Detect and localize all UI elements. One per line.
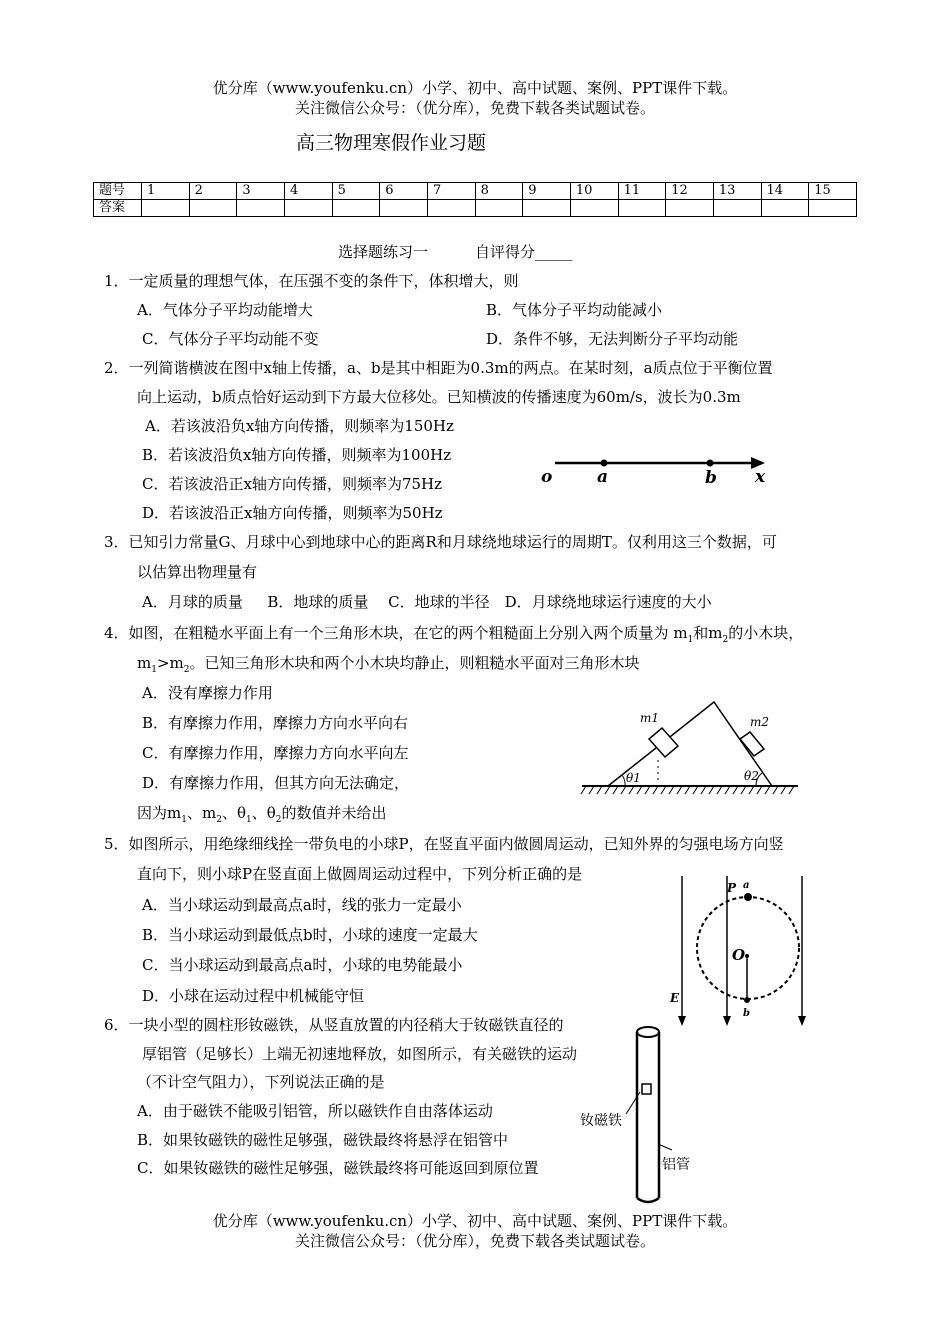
- q4-note-text: 的数值并未给出: [281, 804, 387, 822]
- q4-note-text: 因为m: [137, 804, 182, 822]
- q2-wave-axis-figure: [535, 447, 795, 487]
- q4-note: [137, 802, 386, 831]
- answer-cell[interactable]: [570, 200, 618, 217]
- label-theta2: θ2: [744, 769, 759, 783]
- q6-stem-line-1: 6．一块小型的圆柱形钕磁铁，从竖直放置的内径稍大于钕磁铁直径的: [104, 1016, 564, 1034]
- answer-cell[interactable]: [142, 200, 190, 217]
- q4-note-text: 、θ: [251, 804, 276, 822]
- section-title: 选择题练习一: [338, 243, 429, 261]
- subscript: 1: [151, 665, 157, 675]
- subscript: 2: [183, 665, 190, 675]
- question-number-cell: 12: [666, 183, 714, 200]
- answer-cell[interactable]: [332, 200, 380, 217]
- subscript: 1: [687, 635, 694, 645]
- magnet-block: [642, 1084, 651, 1094]
- question-number-cell: 2: [189, 183, 237, 200]
- q3-stem-line-2: 以估算出物理量有: [137, 563, 258, 581]
- answer-cell[interactable]: [523, 200, 571, 217]
- q4-note-text: 、m: [186, 804, 217, 822]
- label-m2: m2: [750, 715, 770, 729]
- q2-option-a: A．若该波沿负x轴方向传播，则频率为150Hz: [145, 417, 454, 435]
- q4-option-b: B．有摩擦力作用，摩擦力方向水平向右: [142, 714, 409, 732]
- q1-stem: 1．一定质量的理想气体，在压强不变的条件下，体积增大，则: [104, 272, 519, 290]
- answer-table: [93, 182, 857, 217]
- subscript: 2: [216, 815, 222, 825]
- label-E: E: [670, 991, 680, 1005]
- subscript: 1: [245, 815, 252, 825]
- question-number-cell: 3: [237, 183, 285, 200]
- answer-cell[interactable]: [284, 200, 332, 217]
- q5-stem-line-1: 5．如图所示，用绝缘细线拴一带负电的小球P，在竖直平面内做圆周运动，已知外界的匀强电场方向竖: [104, 835, 784, 853]
- tube-bottom: [637, 1198, 659, 1202]
- answer-cell[interactable]: [761, 200, 809, 217]
- q4-option-a: A．没有摩擦力作用: [142, 684, 273, 702]
- q4-note-text: 、θ: [221, 804, 246, 822]
- angle-arc-1: [622, 775, 625, 786]
- q4-option-d: D．有摩擦力作用，但其方向无法确定，: [142, 774, 410, 792]
- ground-hatching: [581, 786, 794, 794]
- answer-cell[interactable]: [427, 200, 475, 217]
- q6-tube-figure: [578, 1022, 708, 1212]
- header-line-1: 优分库（www.youfenku.cn）小学、初中、高中试题、案例、PPT课件下载。: [212, 79, 738, 97]
- q1-option-c: C．气体分子平均动能不变: [142, 330, 319, 348]
- label-a: a: [743, 880, 750, 891]
- question-number-cell: 7: [427, 183, 475, 200]
- question-number-cell: 15: [809, 183, 857, 200]
- question-number-cell: 5: [332, 183, 380, 200]
- q5-option-a: A．当小球运动到最高点a时，线的张力一定最小: [142, 896, 462, 914]
- footer-line-1: 优分库（www.youfenku.cn）小学、初中、高中试题、案例、PPT课件下载。: [212, 1212, 738, 1230]
- label-O: O: [732, 946, 746, 964]
- q1-option-d: D．条件不够，无法判断分子平均动能: [486, 330, 739, 348]
- answer-table-row1-label: 题号: [94, 183, 142, 200]
- footer-line-2: 关注微信公众号：（优分库），免费下载各类试题试卷。: [294, 1232, 655, 1250]
- q4-option-c: C．有摩擦力作用，摩擦力方向水平向左: [142, 744, 409, 762]
- label-theta1: θ1: [626, 771, 641, 785]
- q4-stem-text: 。已知三角形木块和两个小木块均静止，则粗糙水平面对三角形木块: [189, 654, 640, 672]
- label-x: x: [755, 467, 766, 487]
- answer-cell[interactable]: [237, 200, 285, 217]
- answer-cell[interactable]: [666, 200, 714, 217]
- label-b: b: [705, 468, 717, 488]
- q4-stem-text: 的小木块，: [728, 624, 804, 642]
- tube-top-ellipse: [637, 1027, 659, 1037]
- answer-cell[interactable]: [380, 200, 428, 217]
- question-number-cell: 6: [380, 183, 428, 200]
- q4-stem-line-1: [104, 622, 803, 651]
- q6-option-c: C．如果钕磁铁的磁性足够强，磁铁最终将可能返回到原位置: [137, 1159, 539, 1177]
- q4-stem-text: 和m: [693, 624, 723, 642]
- q5-option-c: C．当小球运动到最高点a时，小球的电势能最小: [142, 956, 463, 974]
- subscript: 2: [722, 635, 729, 645]
- q6-stem-line-2: 厚铝管（足够长）上端无初速地释放，如图所示，有关磁铁的运动: [142, 1045, 578, 1063]
- center-o: [745, 954, 749, 958]
- circular-path: [697, 897, 799, 999]
- answer-cell[interactable]: [189, 200, 237, 217]
- label-o: o: [541, 467, 553, 487]
- question-number-cell: 4: [284, 183, 332, 200]
- q2-option-d: D．若该波沿正x轴方向传播，则频率为50Hz: [142, 504, 443, 522]
- q4-stem-text: m: [137, 654, 152, 672]
- q4-wedge-figure: [578, 700, 808, 800]
- question-number-cell: 11: [618, 183, 666, 200]
- q5-stem-line-2: 直向下，则小球P在竖直面上做圆周运动过程中，下列分析正确的是: [137, 865, 583, 883]
- q4-stem-text: >m: [156, 654, 184, 672]
- answer-cell[interactable]: [713, 200, 761, 217]
- answer-table-row2-label: 答案: [94, 200, 142, 217]
- q4-stem-line-2: [137, 652, 640, 681]
- q5-option-b: B．当小球运动到最低点b时，小球的速度一定最大: [142, 926, 478, 944]
- q2-option-c: C．若该波沿正x轴方向传播，则频率为75Hz: [142, 475, 443, 493]
- q1-option-b: B．气体分子平均动能减小: [486, 301, 663, 319]
- question-number-cell: 13: [713, 183, 761, 200]
- ball-b: [744, 997, 750, 1003]
- q6-option-a: A．由于磁铁不能吸引铝管，所以磁铁作自由落体运动: [137, 1102, 493, 1120]
- label-m1: m1: [640, 711, 660, 725]
- point-a-dot: [601, 460, 608, 467]
- question-number-cell: 8: [475, 183, 523, 200]
- subscript: 2: [275, 815, 282, 825]
- block-m1: [649, 728, 678, 757]
- q5-option-d: D．小球在运动过程中机械能守恒: [142, 987, 365, 1005]
- q6-stem-line-3: （不计空气阻力），下列说法正确的是: [137, 1073, 385, 1091]
- question-number-cell: 14: [761, 183, 809, 200]
- answer-cell[interactable]: [475, 200, 523, 217]
- page-title: 高三物理寒假作业习题: [296, 132, 487, 154]
- label-magnet: 钕磁铁: [580, 1113, 622, 1129]
- q3-stem-line-1: 3．已知引力常量G、月球中心到地球中心的距离R和月球绕地球运行的周期T。仅利用这三个数据，可: [104, 533, 777, 551]
- point-b-dot: [707, 460, 714, 467]
- answer-table-answer-row: [94, 200, 857, 217]
- q5-circular-motion-figure: [670, 870, 820, 1030]
- question-number-cell: 9: [523, 183, 571, 200]
- header-line-2: 关注微信公众号：（优分库），免费下载各类试题试卷。: [294, 99, 655, 117]
- label-tube: 铝管: [662, 1157, 690, 1173]
- question-number-cell: 10: [570, 183, 618, 200]
- q2-stem-line-2: 向上运动，b质点恰好运动到下方最大位移处。已知横波的传播速度为60m/s，波长为0.3m: [137, 388, 741, 406]
- ball-a: [744, 893, 752, 901]
- q4-stem-text: 4．如图，在粗糙水平面上有一个三角形木块，在它的两个粗糙面上分别入两个质量为 m: [104, 624, 688, 642]
- answer-table-number-row: [94, 183, 857, 200]
- q6-option-b: B．如果钕磁铁的磁性足够强，磁铁最终将悬浮在铝管中: [137, 1131, 509, 1149]
- question-number-cell: 1: [142, 183, 190, 200]
- label-P: P: [727, 881, 737, 895]
- q2-stem-line-1: 2．一列简谐横波在图中x轴上传播，a、b是其中相距为0.3m的两点。在某时刻，a质点位于平衡位置: [104, 359, 773, 377]
- label-b: b: [743, 1008, 750, 1019]
- block-m2: [740, 732, 764, 756]
- q2-option-b: B．若该波沿负x轴方向传播，则频率为100Hz: [142, 446, 452, 464]
- answer-cell[interactable]: [809, 200, 857, 217]
- q1-option-a: A．气体分子平均动能增大: [137, 301, 313, 319]
- self-score-label: 自评得分_____: [475, 243, 573, 261]
- label-a: a: [597, 467, 609, 487]
- subscript: 1: [181, 815, 187, 825]
- q3-options: A．月球的质量 B．地球的质量 C．地球的半径 D．月球绕地球运行速度的大小: [142, 593, 712, 611]
- answer-cell[interactable]: [618, 200, 666, 217]
